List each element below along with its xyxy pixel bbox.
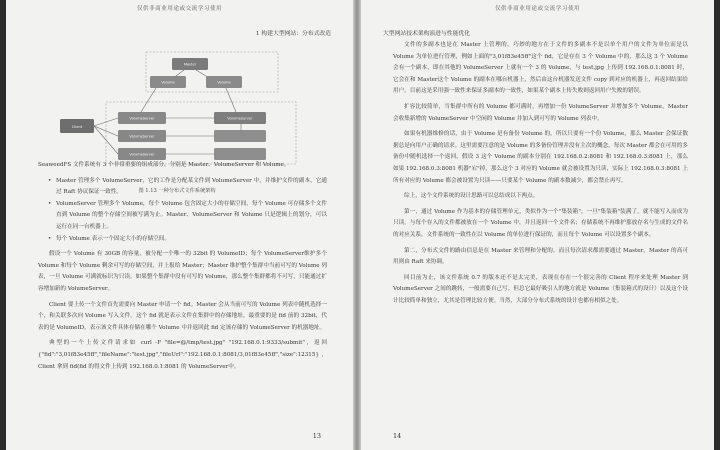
right-paragraph-3: 如果有机器维修的话，由于 Volume 是有备份 Volume 的，所以只要有一个份 Volume，那么 Master 会保证数据总是向用户正确的请求。这里需要注意的是 Volume 的多备份管理并没有主次的概念，每次 Master 都会在可用的多备份中随机选择一个返回。假设 3 这个 Volume 的副本分别在 192.168.0.2:8081 和 192.168.0.3:8081 上，那么如果 192.168.0.3:8081 机器"宕"掉，那么这个 3 对应的 Volume 就会被设置为只读，实际上 192.168.0.3:8081 上所有对应的 Volume 都会被设置为只读——只要某个 Volume 的副本数减少，都会禁止再写。 xyxy=(393,131,688,184)
left-running-head: 仅供非商业用途或交流学习使用 xyxy=(136,6,223,12)
left-paragraph-3: Client 要上传一个文件首先需要向 Master 申请一个 fid。Master 会从当前可写的 Volume 列表中随机选择一个，和关联多次向 Volume 写入文件。这个 fid 就是表示文件在集群中的存储地址，最重要的是 fid 前的 32bit，代表的是 VolumeID，表示该文件具体存储在哪个 Volume 中并返回此 fid 定该存储的 VolumeServer 的机器地址。 xyxy=(38,301,327,331)
left-section-head: 1 构建大型网站：分布式改造 xyxy=(255,31,331,37)
volumeserver-node-2-label: VolumeServer xyxy=(129,134,155,139)
right-body-text xyxy=(393,40,688,311)
client-node-label: Client xyxy=(71,124,83,129)
left-paragraph-4: 典型的一个上传文件请求如 curl -F "file=@/tmp/test.jpg" "192.168.0.1:9333/submit"，返回{"fid":"3,01f83e45ff","fileName":"test.jpg","fileUrl":"192.168.0.1:8081/3,01f83e45ff","size":12315}，Client 拿到 fid(fid 的得文件上传到 192.168.0.1:8081 的 VolumeServer中。 xyxy=(38,340,327,370)
volumeserver-node-5 xyxy=(214,130,266,142)
volume-node-1-label: Volume xyxy=(161,80,175,85)
volumeserver-node-3-label: VolumeServer xyxy=(129,152,155,157)
right-paragraph-7: 回目前为止，该文件系统 0.7 的版本还不是太完美，表现在存在一个很完善的 Client 程序来处理 Master 到 VolumeServer 之间的跳转，一般需要自己写。但总它最好吸引人的地方就是 Volume（集装箱式的设计）以及这个设计比较简单和独立，尤其是管理比较方便。当然，大部分分布式系统的设计也都有相似之处。 xyxy=(393,274,688,304)
right-paragraph-1: 文件的多副本也是在 Master 上管理的，巧妙的地方在于文件的多副本不是以单个用户的文件为单位而是以 Volume 为单位进行管理，例如上面的"3,01f83e45ff"这个 fid，它是存在 3 个 Volume 中的，那么这 3 个 Volume 会有一个副本，即在其他的 VolumeServer 上就有一个 3 的 Volume，与 test.jpg 上传到 192.168.0.1:8081 时，它会在和 Master这个 Volume 的副本在哪台机器上，然后由这台机器发送文件 copy 到对应的机器上，再返回结果给用户。目前这是采用强一致性来保证多副本的一致性，如果某个副本上传失败则返回用户失败的错误。 xyxy=(393,42,688,95)
left-paragraph-2: 假设一个 Volume 有 30GB 的容量，被分配一个唯一的 32bit 的 VolumeID；每个 VolumeServer维护多个 Volume 和每个 Volume 剩余可写的存储空间，并上报给 Master；Master 维护整个集群中当前可写的 Volume 列表，一旦 Volume 可满就标识为只读。如果整个集群中没有可写的 Volume，那么整个集群都将不可写，只能通过扩容增加新的 VolumeServer。 xyxy=(38,251,327,292)
right-running-head: 仅供非商业用途或交流学习使用 xyxy=(494,6,581,12)
book-gutter xyxy=(353,0,361,450)
left-paragraph-1: SeaweedFS 文件系统有 3 个非常重要的组成部分，分别是 Master、VolumeServer 和 Volume。 xyxy=(38,162,290,168)
right-paragraph-4: 综上，这个文件系统的设计思路可以总结成以下两点。 xyxy=(404,193,539,200)
master-node-label: Master xyxy=(183,62,197,67)
right-paragraph-2: 扩容比较简单，当集群中所有的 Volume 都可满时，再增加一份 VolumeServer 并增加多个 Volume，Master 会收集新增的 VolumeServer 中空闲的 Volume 并加入到可写的 Volume 列表中。 xyxy=(393,103,688,122)
right-page xyxy=(361,0,714,450)
volumeserver-node-6 xyxy=(214,148,266,160)
figure-caption: 图 1.13 一种分布式文件系统架构 xyxy=(138,188,216,194)
component-bullet-list xyxy=(38,176,327,246)
left-body-text xyxy=(38,160,327,377)
right-section-head: 大型网站技术架构演进与性能优化 xyxy=(383,31,470,37)
right-paragraph-5: 第一，通过 Volume 作为基本的存储管理单元，类似作为一个"集装箱"，一旦"集装箱"装满了，就不能写入而成为只读。与每个存入的文件都被放在一个 Volume 中，并且返回一个文件名；存储系统不再维护那放存名与生成的文件名的对应关系，文件系统的一致性在以 Volume 的单位进行保证的，而且每个 Volume 可以设置多个副本。 xyxy=(393,208,688,238)
bullet-item-volumeserver: • VolumeServer 管理多个 Volume，每个 Volume 包含固定大小的存储空间，每个 Volume 可存储多个文件直到 Volume 的整个存储空间被写满为止。Master、VolumeServer 和 Volume 只是逻辑上的划分，可以运行在同一台机器上。 xyxy=(48,199,327,234)
right-paragraph-6: 第二，分布式文件的路由信息是在 Master 来管理和分配的，而且每次请求都需要通过 Master，Master 的高可用则由 Raft 来协调。 xyxy=(393,247,688,266)
bullet-item-master: • Master 管理多个 VolumeServer，它的工作是分配某文件到 VolumeServer 中，并维护文件的副本，它通过 Raft 协议保证一致性。 xyxy=(48,176,327,199)
right-page-number: 14 xyxy=(393,432,402,440)
bullet-item-volume: • 每个 Volume 表示一个固定大小的存储空间。 xyxy=(48,234,327,246)
left-page xyxy=(6,0,353,450)
left-page-number: 13 xyxy=(312,432,321,440)
volumeserver-node-4-label: VolumeServer xyxy=(227,116,253,121)
right-edge-shadow xyxy=(714,0,720,450)
volumeserver-node-1-label: VolumeServer xyxy=(129,116,155,121)
volume-node-2-label: Volume xyxy=(217,80,231,85)
